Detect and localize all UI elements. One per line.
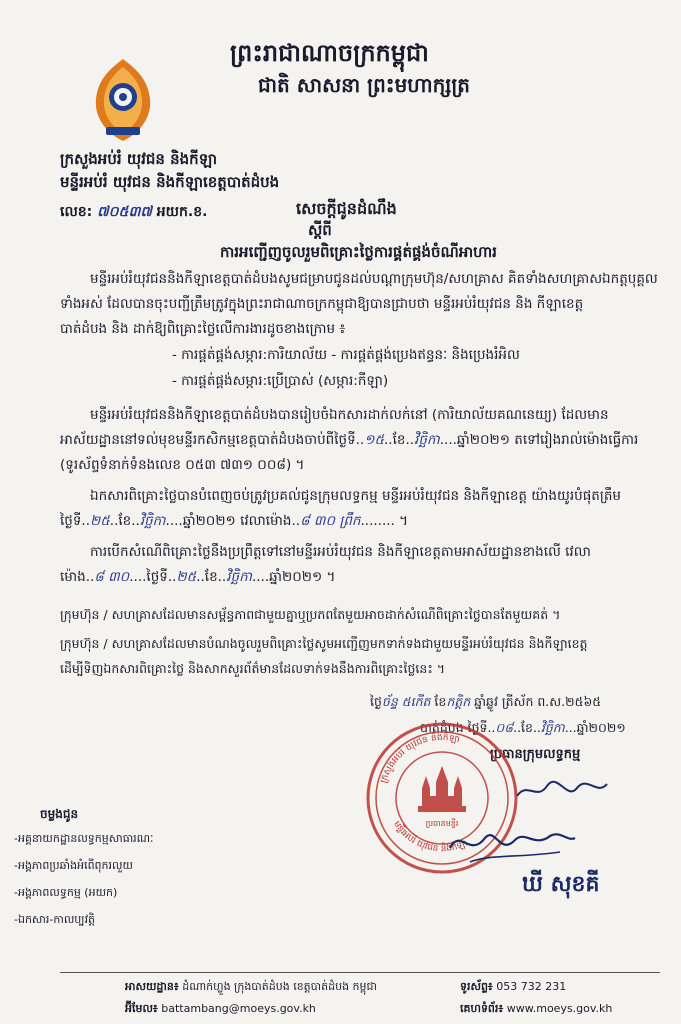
ref-suffix: អយក.ខ. (151, 204, 208, 220)
handwritten-day: ២៥ (90, 513, 110, 529)
ministry-emblem-icon (88, 55, 158, 145)
phone-label: ទូរស័ព្ទ៖ (460, 980, 493, 993)
text-segment: ..ខែ.. (109, 513, 140, 529)
handwritten-day: ១៥ (364, 432, 385, 448)
footer-address (125, 980, 377, 996)
para1-line1: មន្ទីរអប់រំយុវជននិងកីឡាខេត្តបាត់ដំបងសូមជម្រាបជូនដល់បណ្តាក្រុមហ៊ុន/សហគ្រាស គិតទាំងសហគ្រាសឯកត្តបុគ្គល (90, 271, 658, 287)
text-segment: ....ថ្ងៃទី.. (129, 569, 177, 585)
phone-value: 053 732 231 (496, 980, 567, 993)
chair-title: ប្រធានក្រុមលទ្ធកម្ម (490, 747, 581, 762)
para6-line1: ក្រុមហ៊ុន / សហគ្រាសដែលមានបំណងចូលរួមពិគ្រោះថ្លៃសូមអញ្ជើញមកទាក់ទងជាមួយមន្ទីរអប់រំយុវជន និងកីឡាខេត្ត (60, 636, 588, 651)
footer-email (125, 1002, 316, 1018)
para1-line3: បាត់ដំបង និង ដាក់ឱ្យពិគ្រោះថ្លៃលើការងារដូចខាងក្រោម ៖ (60, 321, 346, 337)
text-segment: ថ្ងៃទី.. (60, 513, 91, 529)
para4-line1: ការបើកសំណើពិគ្រោះថ្លៃនឹងប្រព្រឹត្តទៅនៅមន្ទីរអប់រំយុវជន និងកីឡាខេត្តតាមអាស័យដ្ឋានខាងលើ វេលា (90, 544, 591, 560)
text-segment: ឆ្នាំឆ្លូវ ត្រីស័ក ព.ស.២៥៦៥ (470, 694, 602, 709)
handwritten-month: វិច្ឆិកា (139, 513, 166, 529)
para4-line2 (60, 566, 335, 589)
ref-label: លេខ: (60, 204, 98, 220)
cc-title: ចម្លងជូន (40, 807, 79, 821)
text-segment: ..ខែ.. (513, 720, 541, 735)
handwritten-month: វិច្ឆិកា (414, 432, 440, 448)
text-segment: អាស័យដ្ឋាននៅទល់មុខមន្ទីរកសិកម្មខេត្តបាត់ដំបងចាប់ពីថ្ងៃទី.. (60, 432, 365, 448)
text-segment: ....ឆ្នាំ២០២១ ។ (251, 569, 336, 585)
handwritten-month: វិច្ឆិកា (226, 569, 252, 585)
reference-number (60, 202, 207, 223)
email-value: battambang@moeys.gov.kh (161, 1002, 316, 1015)
stamp-center-text: ប្រធានមន្ទីរ (425, 819, 459, 828)
para3-line2 (60, 510, 408, 533)
cc-item: -អង្គភាពប្រឆាំងអំពើពុករលួយ (14, 859, 133, 872)
stamp-top-text: ក្រសួងអប់រំ យុវជន និងកីឡា (379, 732, 461, 785)
handwritten-initials-icon (512, 776, 612, 806)
email-label: អ៊ីមែល៖ (125, 1002, 158, 1015)
text-segment: បាត់ដំបង ថ្ងៃទី.. (420, 720, 496, 735)
website-label: គេហទំព័រ៖ (460, 1002, 504, 1015)
handwritten-lunar-day: ច័ន្ទ ៥កើត (381, 694, 431, 709)
department-name: មន្ទីរអប់រំ យុវជន និងកីឡាខេត្តបាត់ដំបង (60, 173, 280, 191)
lunar-date (370, 694, 601, 713)
handwritten-time: ៨ ៣០ (94, 569, 130, 585)
kingdom-title: ព្រះរាជាណាចក្រកម្ពុជា (230, 39, 429, 67)
footer-website (460, 1002, 612, 1018)
footer-phone (460, 980, 566, 996)
bullet-item: - ការផ្គត់ផ្គង់សម្ភារ:ប្រើប្រាស់ (សម្ភារ:កីឡា) (172, 373, 389, 389)
text-segment: ....ឆ្នាំ២០២១ វេលាម៉ោង.. (165, 513, 301, 529)
para1-line2: ទាំងអស់ ដែលបានចុះបញ្ជីត្រឹមត្រូវក្នុងព្រះរាជាណាចក្រកម្ពុជាឱ្យបានជ្រាបថា មន្ទីរអប់រំយុវជន និង កីឡាខេត្ត (60, 296, 584, 312)
signatory-name: ឃី សុខគី (522, 872, 600, 897)
website-value: www.moeys.gov.kh (506, 1002, 613, 1015)
subject-label: ស្តីពី (308, 221, 332, 239)
para2-line2 (60, 429, 638, 452)
handwritten-signature-icon (440, 818, 580, 870)
bullet-item: - ការផ្គត់ផ្គង់សម្ភារ:ការិយាល័យ - ការផ្គត់ផ្គង់ប្រេងឥន្ធនៈ និងប្រេងរំអិល (172, 347, 520, 363)
stamp-bottom-text: មន្ទីរអប់រំ យុវជន និងកីឡា (391, 819, 470, 855)
text-segment: ........ ។ (360, 513, 409, 529)
handwritten-day: ២៥ (176, 569, 197, 585)
para5: ក្រុមហ៊ុន / សហគ្រាសដែលមានសម្ព័ន្ធភាពជាមួយគ្នាឬប្រភពតែមួយអាចដាក់សំណើពិគ្រោះថ្លៃបានតែមួយគត់ ។ (60, 607, 561, 622)
handwritten-day: ០៨ (495, 720, 514, 735)
national-motto: ជាតិ សាសនា ព្រះមហាក្សត្រ (258, 73, 470, 97)
text-segment: ....ឆ្នាំ២០២១ តទៅរៀងរាល់ម៉ោងធ្វើការ (439, 432, 639, 448)
cc-item: -ឯកសារ-កាលប្បវត្តិ (14, 913, 96, 926)
address-label: អាសយដ្ឋាន៖ (125, 980, 179, 993)
text-segment: ..ខែ.. (384, 432, 415, 448)
para2-line1: មន្ទីរអប់រំយុវជននិងកីឡាខេត្តបាត់ដំបងបានរៀបចំឯកសារដាក់លក់នៅ (ការិយាល័យគណនេយ្យ) ដែលមាន (90, 407, 609, 423)
para2-line3: (ទូរស័ព្ទទំនាក់ទំនងលេខ ០៥៣ ៧៣១ ០០៨) ។ (60, 457, 305, 473)
text-segment: ថ្ងៃ (370, 694, 382, 709)
handwritten-lunar-month: កត្តិក (446, 694, 471, 709)
cc-item: -អគ្គនាយកដ្ឋានលទ្ធកម្មសាធារណៈ (14, 832, 154, 845)
address-value: ដំណាក់ហ្លួង ក្រុងបាត់ដំបង ខេត្តបាត់ដំបង កម្ពុជា (182, 980, 377, 993)
handwritten-month: វិច្ឆិកា (540, 720, 565, 735)
para3-line1: ឯកសារពិគ្រោះថ្លៃបានបំពេញចប់ត្រូវប្រគល់ជូនក្រុមលទ្ធកម្ម មន្ទីរអប់រំយុវជន និងកីឡាខេត្ត យ៉ាងយូរបំផុតត្រឹម (90, 488, 621, 504)
text-segment: ..ខែ.. (196, 569, 227, 585)
footer-divider (60, 972, 660, 973)
handwritten-time: ៨ ៣០ ព្រឹក (300, 513, 361, 529)
subject-text: ការអញ្ជើញចូលរួមពិគ្រោះថ្លៃការផ្គត់ផ្គង់ចំណីអាហារ (220, 243, 497, 261)
para6-line2: ដើម្បីទិញឯកសារពិគ្រោះថ្លៃ និងសាកសួរព័ត៌មានដែលទាក់ទងនឹងការពិគ្រោះថ្លៃនេះ ។ (60, 661, 446, 676)
ref-number-handwritten: ៧០៥៣៧ (97, 204, 152, 220)
text-segment: ...ឆ្នាំ២០២១ (564, 720, 626, 735)
ministry-name: ក្រសួងអប់រំ យុវជន និងកីឡា (60, 150, 218, 168)
text-segment: ម៉ោង.. (60, 569, 95, 585)
text-segment: ខែ (430, 694, 447, 709)
cc-item: -អង្គភាពលទ្ធកម្ម (អយក) (14, 886, 118, 899)
document-title: សេចក្តីជូនដំណឹង (296, 199, 397, 218)
